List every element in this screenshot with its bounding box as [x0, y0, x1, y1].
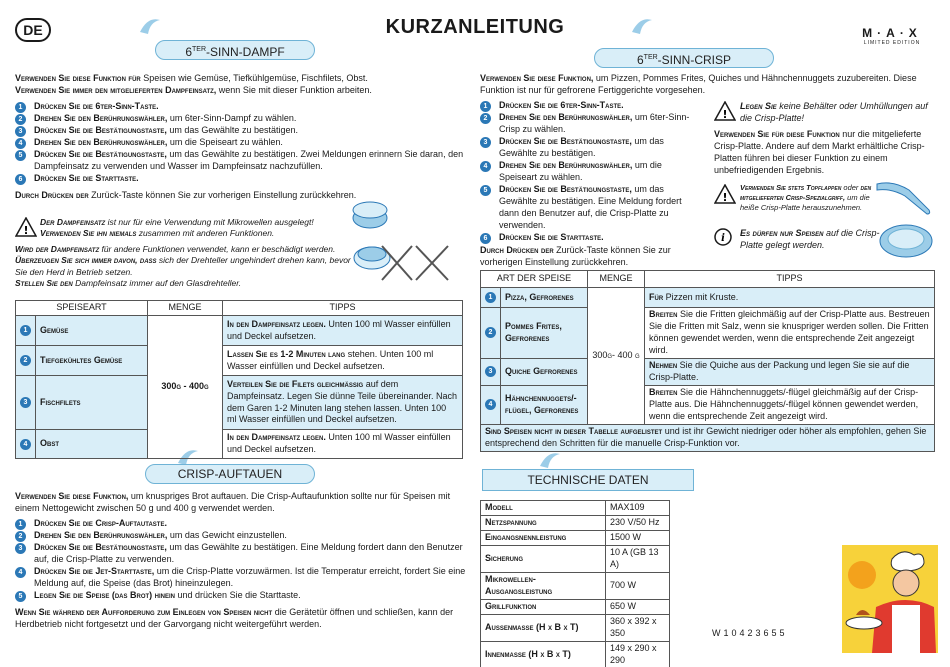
table-row: Mikrowellen-Ausgangsleistung 700 W [481, 572, 670, 599]
crisp-frozen-note: Es dürfen nur Speisen auf die Crisp-Platte gelegt werden. [740, 228, 880, 250]
svg-text:!: ! [23, 224, 29, 237]
crisp-step: 3 Drücken Sie die Bestätigungstaste, um das Gewählte zu bestätigen. [480, 136, 690, 160]
steam-table [15, 300, 463, 459]
thaw-step: 5 Legen Sie die Speise (das Brot) hinein und drücken Sie die Starttaste. [15, 590, 470, 602]
thaw-step: 3 Drücken Sie die Bestätigungstaste, um das Gewählte zu bestätigen. Eine Meldung fordert dann den Benutzer auf, die Crisp-Platte zu verwenden. [15, 542, 470, 566]
crisp-step: 6 Drücken Sie die Starttaste. [480, 232, 690, 244]
steam-section-banner: $6^{TER}-SINN$-DAMPF [155, 40, 315, 60]
crisp-use-plate-note: Verwenden Sie für diese Funktion nur die mitgelieferte Crisp-Platte. Andere auf dem Markt erhältliche Crisp-Platten führen bei dieser Funktion zu einem unbefriedigenden Ergebnis. [714, 129, 925, 175]
warning-icon [714, 184, 736, 204]
col-header-amount: MENGE [148, 301, 223, 316]
table-row: Netzspannung 230 V/50 Hz [481, 515, 670, 530]
table-row: Innenmasse (H x B x T) 149 x 290 x 290 [481, 641, 670, 667]
steam-step: 1 Drücken Sie die 6ter-Sinn-Taste. [15, 101, 470, 113]
crisp-step: 5 Drücken Sie die Bestätigungstaste, um das Gewählte zu bestätigen. Eine Meldung fordert dann den Benutzer auf, die Crisp-Platte zu verwenden. [480, 184, 690, 232]
svg-text:i: i [721, 233, 725, 244]
thaw-instructions: Verwenden Sie diese Funktion, um knuspriges Brot auftauen. Die Crisp-Auftaufunktion sollte nur für Speisen mit einem Nettogewicht zwischen 50 g und 400 g verwendet werden. 1 Drücken Sie die Crisp-Auftautaste. 2 Drehen Sie den Berührungswähler, um das Gewicht einzustellen. 3 Drücken Sie die Bestätigungstaste, um das Gewählte zu bestätigen. Eine Meldung fordert dann den Benutzer auf, die Crisp-Platte zu verwenden. 4 Drücken Sie die Jet-Starttaste, um die Crisp-Platte vorzuwärmen. Ist die Temperatur erreicht, fordert Sie eine Meldung auf, die Speise (das Brot) hineinzulegen. 5 Legen Sie die Speise (das Brot) hinein und drücken Sie die Starttaste. Wenn Sie während der Aufforderung zum Einlegen von Speisen nicht die Gerätetür öffnen und schließen, kann der Herdbetrieb nicht fortgesetzt und der Garvorgang nicht weitergeführt werden. [15, 491, 470, 631]
col-header-food: ART DER SPEISE [481, 271, 588, 288]
crisp-step: 1 Drücken Sie die 6ter-Sinn-Taste. [480, 100, 690, 112]
amount-cell: 300g- 400 g [588, 288, 645, 425]
steam-step: 3 Drücken Sie die Bestätigungstaste, um das Gewählte zu bestätigen. [15, 125, 470, 137]
steam-step: 4 Drehen Sie den Berührungswähler, um die Speiseart zu wählen. [15, 137, 470, 149]
info-icon [714, 228, 732, 246]
crisp-warning-no-containers: Legen Sie keine Behälter oder Umhüllungen auf die Crisp-Platte! [740, 101, 928, 123]
table-row: 3 Fischfilets Verteilen Sie die Filets gleichmässig auf dem Dampfeinsatz. Legen Sie dünne Teile übereinander. Nach dem Garen 1-2 Minuten lang stehen lassen. Unten 100 ml Wasser einfüllen und Deckel aufsetzen. [16, 376, 463, 430]
steam-step: 2 Drehen Sie den Berührungswähler, um 6ter-Sinn-Dampf zu wählen. [15, 113, 470, 125]
col-header-amount: MENGE [588, 271, 645, 288]
crisp-intro: Verwenden Sie diese Funktion, um Pizzen, Pommes Frites, Quiches und Hähnchennuggets zuzubereiten. Diese Funktion ist nur für gefrorene Fertiggerichte vorgesehen. [480, 73, 917, 95]
table-row: 1 Pizza, Gefrorenes 300g- 400 g Für Pizzen mit Kruste. [481, 288, 935, 308]
thaw-step: 4 Drücken Sie die Jet-Starttaste, um die Crisp-Platte vorzuwärmen. Ist die Temperatur erreicht, fordert Sie eine Meldung auf, die Speise (das Brot) hineinzulegen. [15, 566, 470, 590]
table-row: 4 Obst In den Dampfeinsatz legen. Unten 100 ml Wasser einfüllen und Deckel aufsetzen. [16, 430, 463, 459]
table-row: 4 Hähnchennuggets/-flügel, Gefrorenes Breiten Sie die Hähnchennuggets/-flügel gleichmäßig auf der Crisp-Platte aus. Die Hähnchennuggets/-flügel können gewendet werden, wenn die entsprechende Zeit angezeigt wird. [481, 385, 935, 424]
chef-illustration [842, 545, 938, 653]
max-logo [852, 26, 932, 46]
col-header-food: SPEISEART [16, 301, 148, 316]
table-row: 3 Quiche Gefrorenes Nehmen Sie die Quiche aus der Packung und legen Sie sie auf die Crisp-Platte. [481, 358, 935, 385]
crisp-section-banner: $6^{TER}-SINN$-CRISP [594, 48, 774, 68]
language-badge: DE [15, 18, 51, 42]
table-row: 2 Tiefgekühltes Gemüse Lassen Sie es 1-2 Minuten lang stehen. Unten 100 ml Wasser einfüllen und Deckel aufsetzen. [16, 346, 463, 376]
table-row: Grillfunktion 650 W [481, 599, 670, 614]
table-footer-row: Sind Speisen nicht in dieser Tabelle aufgelistet und ist ihr Gewicht niedriger oder höher als empfohlen, gehen Sie entsprechend den Schritten für die manuelle Crisp-Funktion vor. [481, 424, 935, 451]
swirl-icon [630, 14, 654, 38]
svg-text:!: ! [722, 191, 728, 204]
steam-step: 5 Drücken Sie die Bestätigungstaste, um das Gewählte zu bestätigen. Zwei Meldungen erinnern Sie daran, den Dampfeinsatz zu verwenden und Wasser im Dampfeinsatz nachzufüllen. [15, 149, 470, 173]
steam-notes-2: Wird der Dampfeinsatz für andere Funktionen verwendet, kann er beschädigt werden. Überzeugen Sie sich immer davon, dass sich der Drehteller ungehindert drehen kann, bevor Sie den Herd in Betrieb setzen. Stellen Sie den Dampfeinsatz immer auf den Glasdrehteller. [15, 244, 351, 288]
crisp-step: 4 Drehen Sie den Berührungswähler, um die Speiseart zu wählen. [480, 160, 690, 184]
thaw-step: 2 Drehen Sie den Berührungswähler, um das Gewicht einzustellen. [15, 530, 470, 542]
tech-data-table [480, 500, 670, 667]
swirl-icon [138, 14, 162, 38]
barcode-number: W10423655 [712, 628, 788, 638]
crisp-grip-note: Verwenden Sie stets Topflappen oder den mitgelieferten Crisp-Spezialgriff, um die heiße Crisp-Platte herauszunehmen. [740, 183, 872, 212]
svg-text:!: ! [722, 108, 728, 121]
col-header-tips: TIPPS [223, 301, 463, 316]
crisp-grip-icon [873, 176, 935, 218]
steam-notes: Der Dampfeinsatz ist nur für eine Verwendung mit Mikrowellen ausgelegt! Verwenden Sie ihn niemals zusammen mit anderen Funktionen. [40, 217, 314, 239]
crisp-table [480, 270, 935, 452]
warning-icon [15, 217, 37, 237]
steamer-crossed-illustration [352, 196, 458, 288]
amount-cell: 300g - 400g [148, 316, 223, 459]
warning-icon [714, 101, 736, 121]
logo-main-text: M·A·X [862, 26, 922, 40]
logo-sub-text: LIMITED EDITION [863, 39, 921, 46]
crisp-plate-icon [878, 222, 934, 260]
table-row: Aussenmasse (H x B x T) 360 x 392 x 350 [481, 614, 670, 641]
table-row: Sicherung 10 A (GB 13 A) [481, 545, 670, 572]
page-title: KURZANLEITUNG [385, 16, 565, 38]
tech-data-banner: TECHNISCHE DATEN [482, 469, 694, 491]
table-row: Eingangsnennleistung 1500 W [481, 530, 670, 545]
crisp-instructions: 1 Drücken Sie die 6ter-Sinn-Taste. 2 Drehen Sie den Berührungswähler, um 6ter-Sinn-Crisp zu wählen. 3 Drücken Sie die Bestätigungstaste, um das Gewählte zu bestätigen. 4 Drehen Sie den Berührungswähler, um die Speiseart zu wählen. 5 Drücken Sie die Bestätigungstaste, um das Gewählte zu bestätigen. Eine Meldung fordert dann den Benutzer auf, die Crisp-Platte zu verwenden. 6 Drücken Sie die Starttaste. Durch Drücken der Zurück-Taste können Sie zur vorherigen Einstellung zurückkehren. [480, 100, 690, 267]
steam-step: 6 Drücken Sie die Starttaste. [15, 173, 470, 185]
crisp-step: 2 Drehen Sie den Berührungswähler, um 6ter-Sinn-Crisp zu wählen. [480, 112, 690, 136]
thaw-section-banner: CRISP-AUFTAUEN [145, 464, 315, 484]
table-row: Modell MAX109 [481, 501, 670, 516]
thaw-step: 1 Drücken Sie die Crisp-Auftautaste. [15, 518, 470, 530]
col-header-tips: TIPPS [645, 271, 935, 288]
table-row: 1 Gemüse 300g - 400g In den Dampfeinsatz legen. Unten 100 ml Wasser einfüllen und Deckel aufsetzen. [16, 316, 463, 346]
table-row: 2 Pommes Frites, Gefrorenes Breiten Sie die Fritten gleichmäßig auf der Crisp-Platte aus. Bestreuen Sie die Fritten mit Salz, wenn sie knuspriger werden sollen. Die Fritten können gewendet werden, wenn die entsprechende Zeit angezeigt wird. [481, 308, 935, 359]
steam-instructions: Verwenden Sie diese Funktion für Speisen wie Gemüse, Tiefkühlgemüse, Fischfilets, Obst. Verwenden Sie immer den mitgelieferten Dampfeinsatz, wenn Sie mit dieser Funktion arbeiten. 1 Drücken Sie die 6ter-Sinn-Taste. 2 Drehen Sie den Berührungswähler, um 6ter-Sinn-Dampf zu wählen. 3 Drücken Sie die Bestätigungstaste, um das Gewählte zu bestätigen. 4 Drehen Sie den Berührungswähler, um die Speiseart zu wählen. 5 Drücken Sie die Bestätigungstaste, um das Gewählte zu bestätigen. Zwei Meldungen erinnern Sie daran, den Dampfeinsatz zu verwenden und Wasser im Dampfeinsatz nachzufüllen. 6 Drücken Sie die Starttaste. Durch Drücken der Zurück-Taste können Sie zur vorherigen Einstellung zurückkehren. [15, 73, 470, 202]
